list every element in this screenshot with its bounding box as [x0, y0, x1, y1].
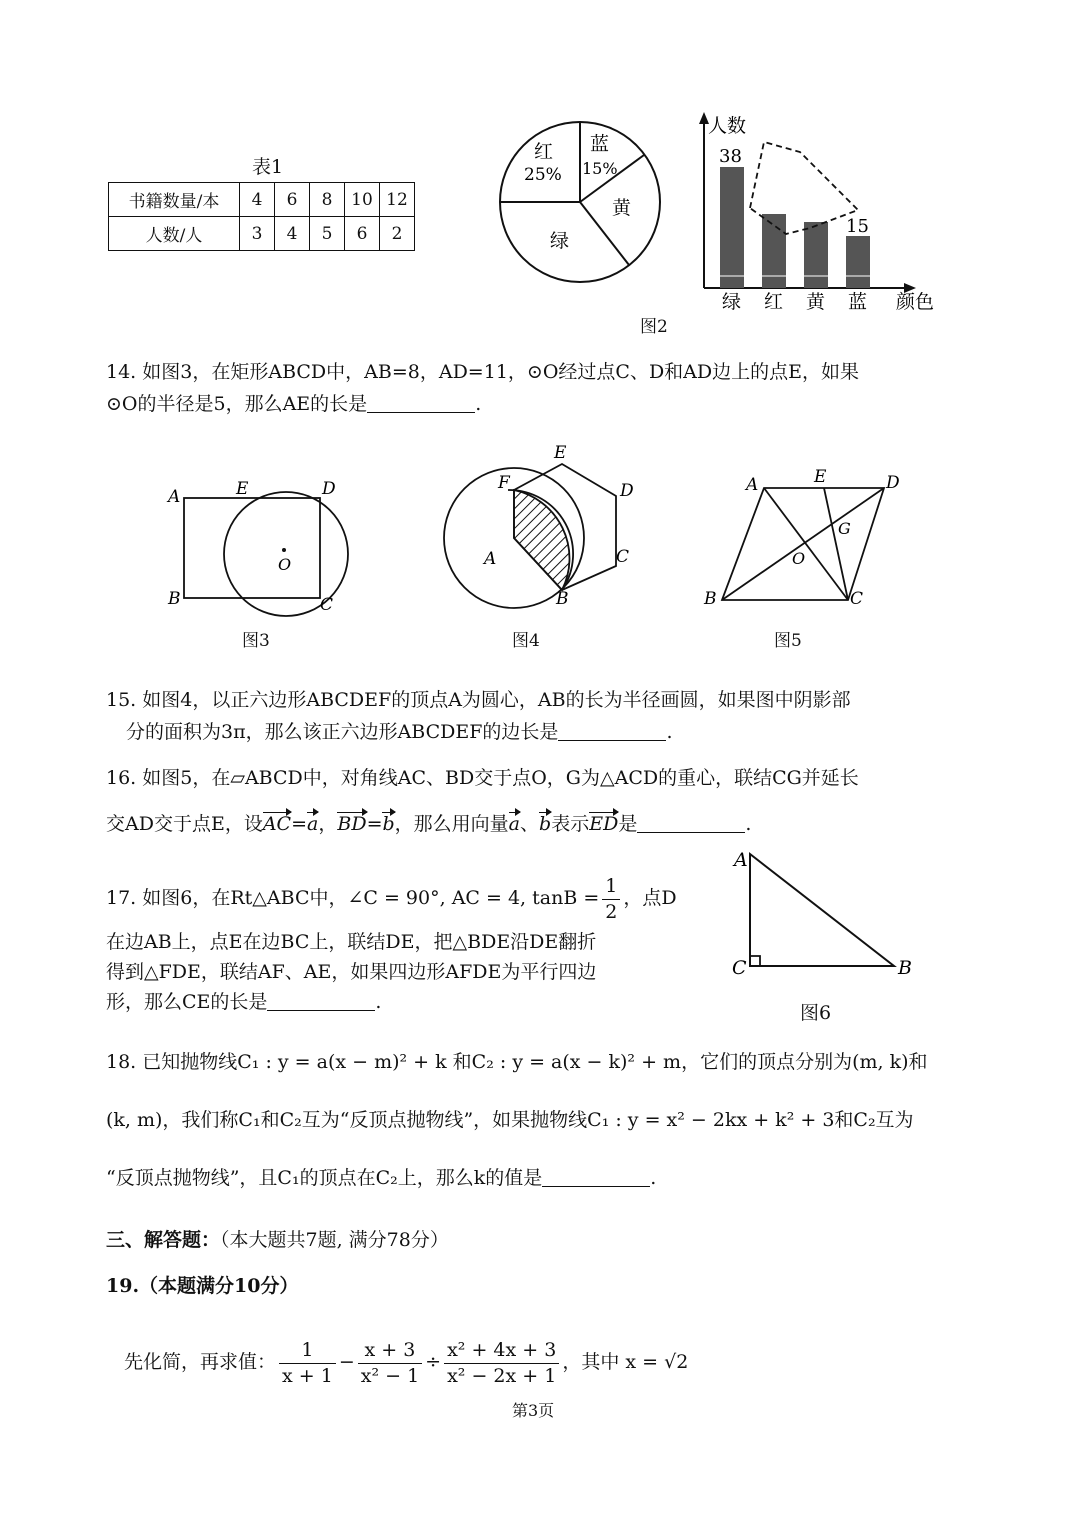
q15-line2: [126, 720, 672, 745]
table-row: [109, 183, 415, 217]
q18-line3: [106, 1166, 656, 1191]
question-text: 在边AB上，点E在边BC上，联结DE，把△BDE沿DE翻折: [106, 931, 597, 953]
fraction-denominator: x² − 1: [360, 1364, 420, 1387]
answer-blank[interactable]: [637, 813, 745, 833]
page-number: 第3页: [512, 1401, 555, 1420]
question-number: 14.: [106, 361, 137, 383]
punctuation: .: [375, 991, 382, 1013]
x-tick-label: 红: [764, 291, 784, 313]
fig2-pie-chart: [490, 112, 670, 302]
q17-line4: [106, 990, 381, 1015]
question-number: 15.: [106, 689, 137, 711]
vector-ed: ED: [589, 813, 619, 835]
fraction-denominator: 2: [605, 900, 618, 923]
table-cell: 5: [310, 217, 345, 251]
vector-b: b: [539, 813, 552, 835]
fraction-denominator: x² − 2x + 1: [447, 1364, 557, 1387]
punctuation: 、: [520, 813, 540, 835]
question-text: ⊙O的半径是5，那么AE的长是: [106, 393, 368, 415]
bar-yellow: [804, 222, 828, 288]
point-label: C: [850, 589, 864, 609]
table-cell: 10: [345, 183, 380, 217]
table-cell: 6: [275, 183, 310, 217]
q15-line1: [106, 688, 851, 713]
fig3-rect-circle: [160, 472, 360, 622]
table-cell: 4: [275, 217, 310, 251]
q18-line1: [106, 1050, 928, 1075]
point-label: E: [814, 467, 827, 487]
pie-label-yellow: 黄: [612, 197, 632, 219]
question-text: 是: [618, 813, 638, 835]
operator: −: [338, 1351, 355, 1374]
question-text: 先化简，再求值：: [124, 1351, 277, 1374]
fig2-bar-chart: [688, 110, 948, 320]
bar-green: [720, 167, 744, 288]
q18-line2: [106, 1108, 914, 1133]
table-cell: 8: [310, 183, 345, 217]
punctuation: .: [475, 393, 482, 415]
table-cell: 6: [345, 217, 380, 251]
x-tick-label: 蓝: [848, 291, 868, 313]
answer-blank[interactable]: [558, 721, 666, 741]
point-label: F: [498, 473, 510, 493]
triangle-abc: [750, 854, 894, 966]
operator: ÷: [425, 1351, 442, 1374]
point-label: A: [734, 849, 748, 871]
pie-label-green: 绿: [550, 230, 570, 252]
fraction: [279, 1338, 336, 1388]
question-text: 如图5，在▱ABCD中，对角线AC、BD交于点O，G为△ACD的重心，联结CG并延长: [142, 767, 859, 789]
vector-a: a: [508, 813, 520, 835]
punctuation: .: [650, 1167, 657, 1189]
point-label: C: [616, 547, 630, 567]
diagonal-bd: [722, 488, 884, 600]
question-text: 形，那么CE的长是: [106, 991, 268, 1013]
section-heading: [106, 1228, 449, 1253]
q17-line2: [106, 930, 596, 955]
question-text: 交AD交于点E，设: [106, 813, 263, 835]
vector-a: a: [307, 813, 319, 835]
point-label: C: [732, 957, 747, 979]
point-label: A: [746, 475, 759, 495]
q19-expression: [124, 1338, 688, 1388]
pie-pct-red: 25%: [524, 165, 562, 185]
fraction-denominator: x + 1: [282, 1364, 333, 1387]
fraction-numerator: x² + 4x + 3: [444, 1338, 559, 1364]
question-text: ，其中 x = √2: [562, 1351, 689, 1374]
pie-label-red: 红: [534, 141, 554, 163]
fig4-hexagon-circle: [434, 440, 644, 620]
fig2-caption: 图2: [640, 317, 668, 337]
question-number: 18.: [106, 1051, 137, 1073]
table-cell: 12: [380, 183, 415, 217]
q14-line1: [106, 360, 859, 385]
fig5-parallelogram: [700, 466, 910, 616]
fig3-caption: 图3: [242, 631, 270, 651]
point-label: B: [704, 589, 717, 609]
point-label: O: [792, 549, 806, 568]
q17-line1: [106, 874, 677, 924]
point-label: D: [322, 479, 336, 499]
question-text: 已知抛物线C₁ : y = a(x − m)² + k 和C₂ : y = a(x − k)² + m，它们的顶点分别为(m, k)和: [142, 1051, 928, 1073]
y-axis-label: 人数: [708, 115, 747, 137]
pie-pct-blue: 15%: [582, 159, 618, 178]
pie-label-blue: 蓝: [590, 133, 610, 155]
point-label: G: [838, 519, 851, 538]
fig5-caption: 图5: [774, 631, 802, 651]
bar-value-label: 15: [846, 216, 869, 237]
fraction-numerator: 1: [279, 1338, 336, 1364]
question-text: (k, m)，我们称C₁和C₂互为“反顶点抛物线”，如果抛物线C₁ : y = x² − 2kx + k² + 3和C₂互为: [106, 1109, 914, 1131]
fraction: [358, 1338, 422, 1388]
equals-sign: =: [291, 813, 308, 835]
table1: [108, 182, 415, 251]
question-text: 如图4，以正六边形ABCDEF的顶点A为圆心，AB的长为半径画圆，如果图中阴影部: [142, 689, 851, 711]
table-row: [109, 217, 415, 251]
point-label: D: [620, 481, 634, 501]
point-label: O: [278, 555, 292, 574]
section-title: 三、解答题：: [106, 1229, 221, 1251]
bar-value-label: 38: [719, 146, 742, 167]
question-text: “反顶点抛物线”，且C₁的顶点在C₂上，那么k的值是: [106, 1167, 543, 1189]
question-number: 16.: [106, 767, 137, 789]
question-text: 如图3，在矩形ABCD中，AB=8，AD=11，⊙O经过点C、D和AD边上的点E，如果: [142, 361, 859, 383]
punctuation: .: [666, 721, 673, 743]
table1-title: 表1: [252, 156, 284, 178]
point-label: E: [554, 443, 567, 463]
answer-blank[interactable]: [367, 393, 475, 413]
point-label: A: [484, 549, 497, 569]
table-cell: 4: [240, 183, 275, 217]
answer-blank[interactable]: [542, 1167, 650, 1187]
answer-blank[interactable]: [267, 991, 375, 1011]
question-number: 17.: [106, 887, 137, 910]
point-label: C: [320, 595, 334, 615]
bar-red: [762, 214, 786, 288]
fraction-numerator: x + 3: [358, 1338, 422, 1364]
punctuation: .: [745, 813, 752, 835]
question-text: ，点D: [623, 887, 677, 910]
point-label: D: [886, 473, 900, 493]
point-label: B: [168, 589, 181, 609]
question-text: ，那么用向量: [394, 813, 509, 835]
q14-line2: [106, 392, 481, 417]
fig6-caption: 图6: [800, 1002, 832, 1024]
table-header: 书籍数量/本: [109, 183, 240, 217]
section-note: （本大题共7题, 满分78分）: [220, 1229, 449, 1251]
question-text: 得到△FDE，联结AF、AE，如果四边形AFDE为平行四边: [106, 961, 597, 983]
question-text: 如图6，在Rt△ABC中，∠C = 90°, AC = 4, tanB =: [142, 887, 600, 910]
rectangle-abcd: [184, 498, 320, 598]
fig4-caption: 图4: [512, 631, 540, 651]
right-angle-mark: [750, 956, 760, 966]
q19-header: 19.（本题满分10分）: [106, 1275, 299, 1297]
point-label: E: [236, 479, 249, 499]
point-label: B: [898, 957, 912, 979]
table-cell: 2: [380, 217, 415, 251]
bar-blue: [846, 236, 870, 288]
vector-ac: AC: [262, 813, 292, 835]
question-text: 分的面积为3π，那么该正六边形ABCDEF的边长是: [126, 721, 559, 743]
x-tick-label: 绿: [722, 291, 742, 313]
fraction-numerator: 1: [602, 874, 620, 900]
equals-sign: =: [366, 813, 383, 835]
x-axis-label: 颜色: [896, 291, 935, 313]
center-point: [282, 548, 286, 552]
q16-line2: [106, 812, 751, 837]
x-tick-label: 黄: [806, 291, 826, 313]
table-cell: 3: [240, 217, 275, 251]
fraction: [444, 1338, 559, 1388]
point-label: A: [168, 487, 181, 507]
fig6-right-triangle: [728, 840, 928, 990]
fraction-one-half: [602, 874, 620, 924]
q16-line1: [106, 766, 859, 791]
point-label: B: [556, 589, 569, 609]
vector-bd: BD: [337, 813, 367, 835]
q17-line3: [106, 960, 596, 985]
shaded-region: [514, 490, 569, 590]
vector-b: b: [382, 813, 395, 835]
table-header: 人数/人: [109, 217, 240, 251]
question-text: 表示: [551, 813, 590, 835]
punctuation: ，: [318, 813, 338, 835]
